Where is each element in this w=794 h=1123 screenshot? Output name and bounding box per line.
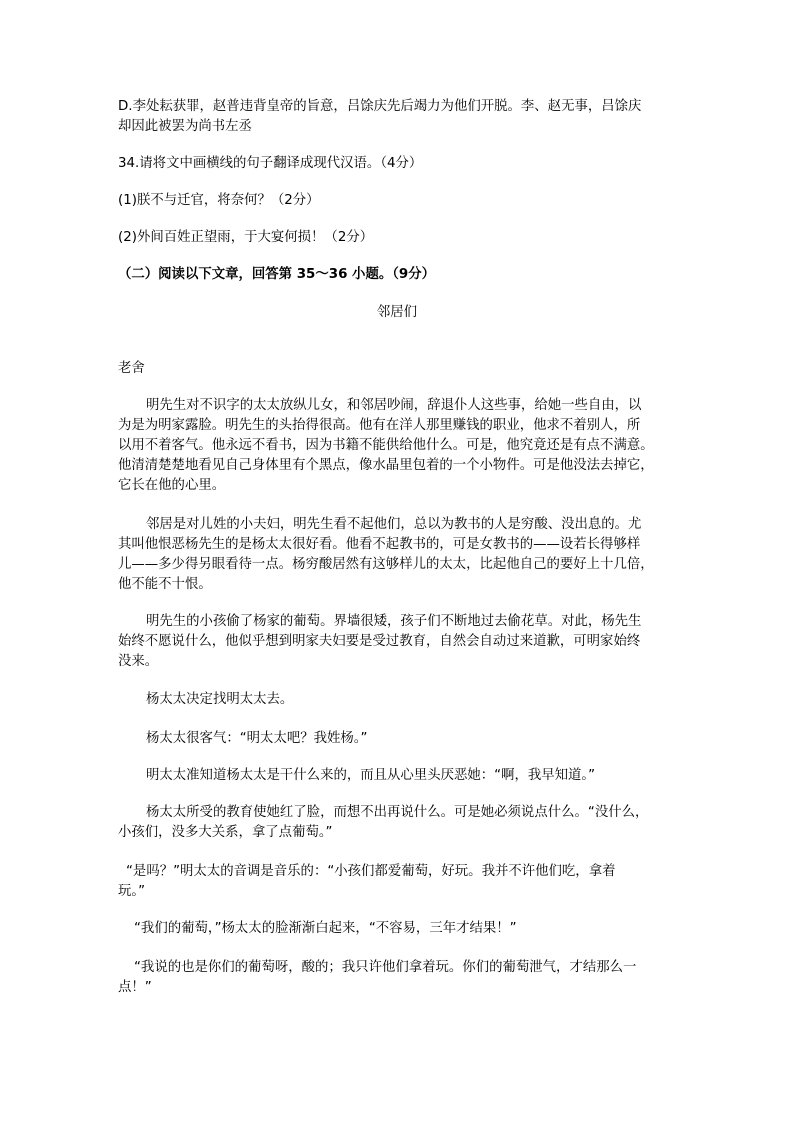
paragraph-9: “我们的葡萄，”杨太太的脸渐渐白起来，“不容易，三年才结果！” — [134, 921, 517, 936]
paragraph-1-line: 以用不着客气。他永远不看书，因为书籍不能供给他什么。可是，他究竟还是有点不满意。 — [118, 438, 654, 453]
question-34-prompt: 34.请将文中画横线的句子翻译成现代汉语。（4分） — [118, 156, 423, 171]
question-34-item-2: (2)外间百姓正望雨，于大宴何损！（2分） — [118, 230, 374, 245]
option-d — [118, 97, 678, 137]
paragraph-4: 杨太太决定找明太太去。 — [146, 692, 294, 707]
paragraph-3-line: 没来。 — [118, 654, 159, 669]
paragraph-2-line: 他不能不十恨。 — [118, 577, 212, 592]
paragraph-8-line: 玩。” — [118, 884, 146, 899]
paragraph-8 — [118, 862, 678, 902]
paragraph-1-line: 他清清楚楚地看见自己身体里有个黑点，像水晶里包着的一个小物件。可是他没法去掉它， — [118, 458, 654, 473]
article-title: 邻居们 — [376, 305, 418, 320]
paragraph-8-line: “是吗？”明太太的音调是音乐的：“小孩们都爱葡萄，好玩。我并不许他们吃，拿着 — [126, 864, 616, 879]
paragraph-1-line: 为是为明家露脸。明先生的头抬得很高。他有在洋人那里赚钱的职业，他求不着别人，所 — [118, 418, 641, 433]
paragraph-10 — [118, 958, 678, 998]
paragraph-10-line: “我说的也是你们的葡萄呀，酸的；我只许他们拿着玩。你们的葡萄泄气，才结那么一 — [134, 960, 637, 975]
paragraph-2 — [118, 515, 678, 595]
article-author: 老舍 — [118, 361, 145, 376]
paragraph-5: 杨太太很客气：“明太太吧？我姓杨。” — [146, 731, 368, 746]
section-2-heading: （二）阅读以下文章，回答第 35～36 小题。（9分） — [118, 267, 436, 282]
paragraph-3-line: 明先生的小孩偷了杨家的葡萄。界墙很矮，孩子们不断地过去偷花草。对此，杨先生 — [146, 614, 642, 629]
paragraph-2-line: 其叫他恨恶杨先生的是杨太太很好看。他看不起教书的，可是女教书的——设若长得够样 — [118, 537, 641, 552]
option-d-line-1: D.李处耘获罪，赵普违背皇帝的旨意，吕馀庆先后竭力为他们开脱。李、赵无事，吕馀庆 — [118, 99, 642, 114]
paragraph-7-line: 杨太太所受的教育使她红了脸，而想不出再说什么。可是她必须说点什么。“没什么， — [146, 805, 649, 820]
paragraph-7 — [118, 803, 678, 843]
paragraph-3 — [118, 612, 678, 672]
paragraph-7-line: 小孩们，没多大关系，拿了点葡萄。” — [118, 825, 333, 840]
paragraph-2-line: 儿——多少得另眼看待一点。杨穷酸居然有这够样儿的太太，比起他自己的要好上十几倍， — [118, 557, 654, 572]
paragraph-1-line: 明先生对不识字的太太放纵儿女，和邻居吵闹，辞退仆人这些事，给她一些自由，以 — [146, 398, 642, 413]
paragraph-10-line: 点！” — [118, 980, 152, 995]
question-34-item-1: (1)朕不与迁官，将奈何？（2分） — [118, 193, 320, 208]
option-d-line-2: 却因此被罢为尚书左丞 — [118, 119, 252, 134]
paragraph-3-line: 始终不愿说什么，他似乎想到明家夫妇要是受过教育，自然会自动过来道歉，可明家始终 — [118, 634, 641, 649]
paragraph-1-line: 它长在他的心里。 — [118, 478, 226, 493]
paragraph-6: 明太太准知道杨太太是干什么来的，而且从心里头厌恶她：“啊，我早知道。” — [146, 768, 596, 783]
paragraph-1 — [118, 396, 678, 496]
paragraph-2-line: 邻居是对儿姓的小夫妇，明先生看不起他们，总以为教书的人是穷酸、没出息的。尤 — [146, 517, 642, 532]
